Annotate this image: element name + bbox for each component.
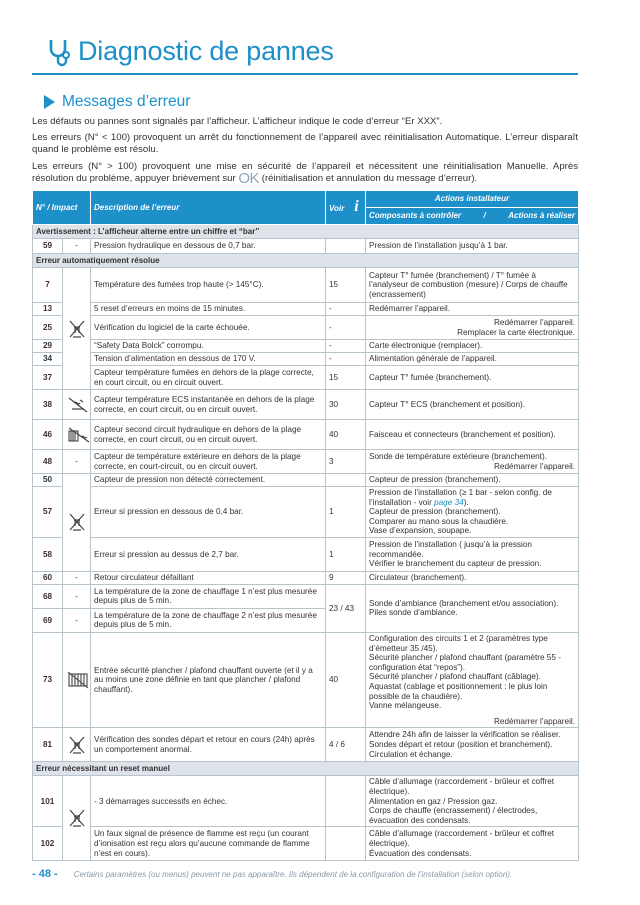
table-row — [33, 316, 579, 340]
action-line: Alimentation en gaz / Pression gaz. — [369, 796, 498, 806]
voir-cell: 15 — [326, 366, 366, 390]
error-number: 38 — [33, 390, 63, 420]
col-actions: Actions à réaliser — [508, 211, 575, 221]
impact-cell: - — [63, 608, 91, 632]
error-number: 25 — [33, 316, 63, 340]
impact-cell — [63, 268, 91, 390]
action-cell: Faisceau et connecteurs (branchement et position). — [366, 420, 579, 450]
error-number: 50 — [33, 474, 63, 487]
error-description: Pression hydraulique en dessous de 0,7 bar. — [91, 239, 326, 254]
error-number: 48 — [33, 450, 63, 474]
col-composants: Composants à contrôler — [369, 211, 462, 221]
action-line: Circulation et échange. — [369, 749, 453, 759]
voir-label: Voir — [329, 203, 345, 213]
intro-paragraph-3 — [32, 161, 578, 185]
intro-paragraph-1: Les défauts ou pannes sont signalés par l’afficheur. L’afficheur indique le code d’erreur “Er XXX”. — [32, 116, 443, 127]
page-link[interactable]: page 34 — [434, 497, 464, 507]
error-description: Entrée sécurité plancher / plafond chauffant ouverte (et il y a au moins une zone définie en tant que plancher / plafond chauffant). — [91, 632, 326, 727]
band-auto-label: Erreur automatiquement résolue — [33, 254, 579, 268]
page-number: - 48 - — [32, 868, 58, 880]
page-footer — [32, 868, 578, 880]
action-cell — [366, 316, 579, 340]
action-line: Comparer au mano sous la chaudière. — [369, 516, 509, 526]
table-row — [33, 340, 579, 353]
error-description: Erreur si pression en dessous de 0,4 bar. — [91, 487, 326, 538]
error-number: 29 — [33, 340, 63, 353]
table-header-row — [33, 191, 579, 208]
action-line: Configuration des circuits 1 et 2 (paramètres type d’émetteur 35 /45). — [369, 633, 548, 653]
voir-cell — [326, 474, 366, 487]
error-description: Température des fumées trop haute (> 145°C). — [91, 268, 326, 303]
voir-cell: - — [326, 340, 366, 353]
impact-cell — [63, 474, 91, 572]
voir-cell: 1 — [326, 487, 366, 538]
error-number: 7 — [33, 268, 63, 303]
error-description: - 3 démarrages successifs en échec. — [91, 776, 326, 827]
arrow-right-icon — [44, 95, 55, 109]
impact-cell: - — [63, 571, 91, 584]
voir-cell: - — [326, 353, 366, 366]
voir-cell: 40 — [326, 632, 366, 727]
action-cell: Capteur T° fumée (branchement). — [366, 366, 579, 390]
footer-note: Certains paramètres (ou menus) peuvent ne pas apparaître. Ils dépendent de la configuration de l’installation (selon option). — [73, 869, 513, 879]
action-cell — [366, 776, 579, 827]
impact-cell — [63, 632, 91, 727]
action-cell: Capteur T° ECS (branchement et position). — [366, 390, 579, 420]
voir-cell — [326, 239, 366, 254]
action-line: Pression de l’installation ( jusqu’à la pression recommandée. — [369, 540, 532, 559]
voir-cell: - — [326, 303, 366, 316]
table-band-manual — [33, 762, 579, 776]
error-number: 46 — [33, 420, 63, 450]
impact-cell — [63, 390, 91, 420]
error-description: La température de la zone de chauffage 1 n’est plus mesurée depuis plus de 5 min. — [91, 584, 326, 608]
table-row — [33, 390, 579, 420]
impact-cell — [63, 728, 91, 762]
table-row — [33, 420, 579, 450]
intro-p3-end: (réinitialisation et annulation du message d’erreur). — [259, 172, 478, 184]
table-row — [33, 537, 579, 571]
voir-cell: 4 / 6 — [326, 728, 366, 762]
voir-cell: 40 — [326, 420, 366, 450]
action-line: Câble d’allumage (raccordement - brûleur et coffret électrique). — [369, 777, 555, 796]
action-line: Vase d’expansion, soupape. — [369, 526, 472, 536]
action-line: Attendre 24h afin de laisser la vérification se réaliser. — [369, 730, 561, 740]
action-line: Vanne mélangeuse. — [369, 701, 442, 711]
action-cell — [366, 827, 579, 861]
action-line: Redémarrer l’appareil. — [494, 317, 575, 327]
action-line: Câble d’allumage (raccordement - brûleur et coffret électrique). — [369, 829, 555, 848]
action-line: Sonde de température extérieure (branchement). — [369, 451, 547, 461]
action-cell: Capteur T° fumée (branchement) / T° fumée à l’analyseur de combustion (mesure) / Corps de chauffe (encrassement) — [366, 268, 579, 303]
table-row — [33, 303, 579, 316]
col-actions-installateur: Actions installateur — [366, 191, 579, 208]
action-line: ). — [463, 497, 469, 507]
action-cell — [366, 487, 579, 538]
table-row — [33, 366, 579, 390]
error-description: Retour circulateur défaillant — [91, 571, 326, 584]
table-row — [33, 776, 579, 827]
page-header — [46, 36, 334, 67]
heating-and-water-off-icon — [66, 425, 92, 445]
band-warning-label: Avertissement : L’afficheur alterne entre un chiffre et “bar” — [33, 225, 579, 239]
error-description: 5 reset d’erreurs en moins de 15 minutes. — [91, 303, 326, 316]
table-band-warning — [33, 225, 579, 239]
stethoscope-icon — [46, 37, 72, 67]
error-number: 34 — [33, 353, 63, 366]
voir-cell: 30 — [326, 390, 366, 420]
page-title: Diagnostic de pannes — [78, 36, 334, 66]
technician-required-icon — [66, 318, 88, 340]
underfloor-heating-off-icon — [66, 670, 90, 690]
water-heater-off-icon — [66, 395, 90, 415]
table-row — [33, 827, 579, 861]
error-description: Vérification des sondes départ et retour en cours (24h) après un comportement anormal. — [91, 728, 326, 762]
error-number: 57 — [33, 487, 63, 538]
voir-cell: 1 — [326, 537, 366, 571]
action-cell: Capteur de pression (branchement). — [366, 474, 579, 487]
technician-required-icon — [66, 511, 88, 533]
error-number: 81 — [33, 728, 63, 762]
impact-cell: - — [63, 239, 91, 254]
action-line: Corps de chauffe (encrassement) / électrodes, évacuation des condensats. — [369, 806, 538, 825]
action-cell: Redémarrer l’appareil. — [366, 303, 579, 316]
error-number: 102 — [33, 827, 63, 861]
voir-cell — [326, 776, 366, 827]
error-table — [32, 190, 579, 861]
action-cell — [366, 632, 579, 727]
action-line: Sondes départ et retour (position et branchement). — [369, 740, 553, 750]
impact-cell: - — [63, 450, 91, 474]
table-row — [33, 450, 579, 474]
section-heading — [44, 93, 190, 111]
action-line: Aquastat (cablage et positionnement : le plus loin possible de la chaudière). — [369, 681, 548, 701]
impact-cell — [63, 420, 91, 450]
section-title: Messages d’erreur — [62, 93, 191, 110]
band-manual-label: Erreur nécessitant un reset manuel — [33, 762, 579, 776]
error-description: “Safety Data Bolck” corrompu. — [91, 340, 326, 353]
table-row — [33, 728, 579, 762]
impact-cell: - — [63, 584, 91, 608]
action-line: Remplacer la carte électronique. — [457, 327, 575, 337]
col-separator: / — [483, 211, 486, 221]
technician-required-icon — [66, 807, 88, 829]
action-line: Sonde d’ambiance (branchement et/ou association). — [369, 598, 559, 608]
voir-cell: 3 — [326, 450, 366, 474]
action-cell: Circulateur (branchement). — [366, 571, 579, 584]
error-number: 59 — [33, 239, 63, 254]
col-actions-sub — [366, 208, 579, 225]
action-cell — [366, 728, 579, 762]
ok-button-symbol: OK — [238, 169, 260, 187]
table-row — [33, 268, 579, 303]
error-number: 73 — [33, 632, 63, 727]
error-number: 58 — [33, 537, 63, 571]
table-row — [33, 474, 579, 487]
technician-required-icon — [66, 734, 88, 756]
table-row — [33, 571, 579, 584]
action-cell: Pression de l’installation jusqu’à 1 bar. — [366, 239, 579, 254]
col-no-impact: N° / Impact — [33, 191, 91, 225]
error-description: Capteur température ECS instantanée en dehors de la plage correcte, en court circuit, ou en circuit ouvert. — [91, 390, 326, 420]
error-number: 37 — [33, 366, 63, 390]
action-cell — [366, 537, 579, 571]
action-line: Capteur de pression (branchement). — [369, 507, 501, 517]
error-number: 60 — [33, 571, 63, 584]
error-description: Capteur température fumées en dehors de la plage correcte, en court circuit, ou en circuit ouvert. — [91, 366, 326, 390]
table-row — [33, 239, 579, 254]
voir-cell: 23 / 43 — [326, 584, 366, 632]
table-band-auto — [33, 254, 579, 268]
error-number: 101 — [33, 776, 63, 827]
info-icon: i — [354, 197, 359, 215]
intro-p3-start: Les erreurs (N° > 100) provoquent une mise en sécurité de l’appareil et nécessitent une réinitialisation Manuelle. Après résolution du problème, appuyer brièvement sur — [32, 160, 578, 184]
error-description: Capteur de pression non détecté correctement. — [91, 474, 326, 487]
intro-paragraph-2: Les erreurs (N° < 100) provoquent un arrêt du fonctionnement de l’appareil avec réinitialisation Automatique. L’erreur disparaît quand le problème est résolu. — [32, 132, 578, 156]
action-line: Vérifier le branchement du capteur de pression. — [369, 559, 542, 569]
action-line: Pression de l’installation (≥ 1 bar - selon config. de l’installation - voir — [369, 488, 552, 507]
action-cell — [366, 450, 579, 474]
action-line: Sécurité plancher / plafond chauffant (paramètre 55 - configuration état “repos”). — [369, 653, 561, 672]
action-line: Redémarrer l’appareil. — [494, 716, 575, 726]
error-description: Capteur de température extérieure en dehors de la plage correcte, en court-circuit, ou en circuit ouvert. — [91, 450, 326, 474]
error-description: Vérification du logiciel de la carte échouée. — [91, 316, 326, 340]
col-voir — [326, 191, 366, 225]
error-description: Un faux signal de présence de flamme est reçu (un courant d’ionisation est reçu alors qu’aucune commande de flamme n’est en cours). — [91, 827, 326, 861]
title-divider — [32, 73, 578, 75]
table-row — [33, 584, 579, 608]
voir-cell — [326, 827, 366, 861]
action-cell: Carte électronique (remplacer). — [366, 340, 579, 353]
voir-cell: - — [326, 316, 366, 340]
action-line: Piles sonde d’ambiance. — [369, 608, 458, 618]
error-description: Tension d’alimentation en dessous de 170 V. — [91, 353, 326, 366]
impact-cell — [63, 776, 91, 861]
error-number: 69 — [33, 608, 63, 632]
col-description: Description de l’erreur — [91, 191, 326, 225]
action-cell: Alimentation générale de l’appareil. — [366, 353, 579, 366]
error-number: 68 — [33, 584, 63, 608]
error-description: Erreur si pression au dessus de 2,7 bar. — [91, 537, 326, 571]
voir-cell: 15 — [326, 268, 366, 303]
action-cell — [366, 584, 579, 632]
action-line: Sécurité plancher / plafond chauffant (câblage). — [369, 672, 541, 682]
table-row — [33, 487, 579, 538]
error-number: 13 — [33, 303, 63, 316]
intro-text — [32, 116, 578, 189]
error-description: Capteur second circuit hydraulique en dehors de la plage correcte, en court circuit, ou en circuit ouvert. — [91, 420, 326, 450]
table-row — [33, 632, 579, 727]
error-description: La température de la zone de chauffage 2 n’est plus mesurée depuis plus de 5 min. — [91, 608, 326, 632]
action-line: Redémarrer l’appareil. — [494, 461, 575, 471]
voir-cell: 9 — [326, 571, 366, 584]
table-row — [33, 353, 579, 366]
action-line: Évacuation des condensats. — [369, 848, 472, 858]
